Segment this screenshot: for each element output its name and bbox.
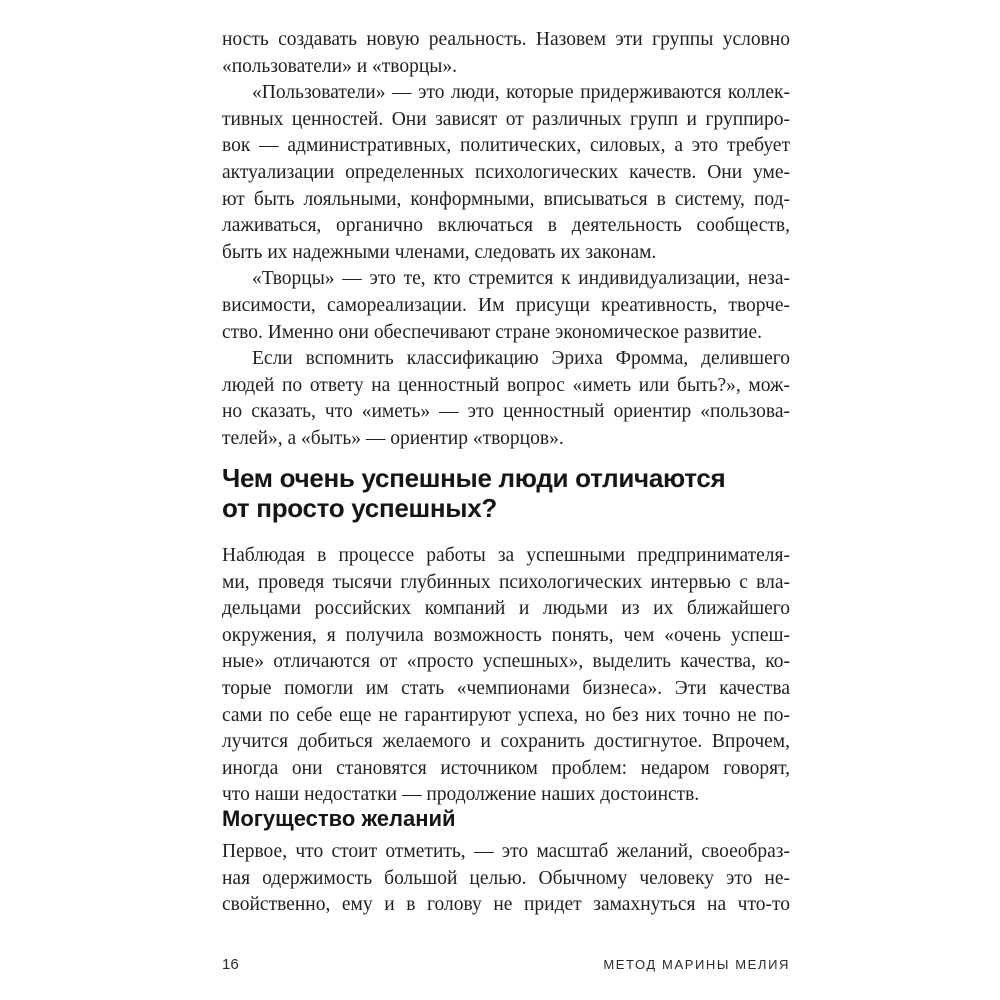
text-line: телей», а «быть» — ориентир «творцов».: [222, 427, 564, 449]
text-line: торые помогли им стать «чемпионами бизнеса». Эти качества: [222, 677, 790, 699]
text-line: ство. Именно они обеспечивают стране экономическое развитие.: [222, 321, 763, 343]
section-heading-line-1: Чем очень успешные люди отличаются: [222, 463, 726, 493]
text-line: лучится добиться желаемого и сохранить достигнутое. Впрочем,: [222, 731, 790, 753]
subsection-heading: Могущество желаний: [222, 806, 456, 831]
page-footer: [222, 956, 790, 973]
text-line: вок — административных, политических, силовых, а это требует: [222, 135, 790, 157]
text-line: окружения, я получила возможность понять, чем «очень успеш-: [222, 624, 790, 646]
running-title: МЕТОД МАРИНЫ МЕЛИЯ: [603, 957, 790, 972]
text-line: Если вспомнить классификацию Эриха Фромма, делившего: [252, 348, 790, 370]
text-line: но сказать, что «иметь» — это ценностный ориентир «пользова-: [222, 401, 790, 423]
text-line: Первое, что стоит отметить, — это масштаб желаний, своеобраз-: [222, 841, 790, 862]
section-heading-line-2: от просто успешных?: [222, 493, 497, 523]
text-line: свойственно, ему и в голову не придет замахнуться на что-то: [222, 894, 790, 916]
text-line: «пользователи» и «творцы».: [222, 55, 458, 77]
text-line: что наши недостатки — продолжение наших достоинств.: [222, 784, 700, 806]
text-line: висимости, самореализации. Им присущи креативность, творче-: [222, 294, 790, 316]
page-number: 16: [222, 956, 239, 973]
text-line: ные» отличаются от «просто успешных», выделить качества, ко-: [222, 651, 790, 673]
text-line: людей по ответу на ценностный вопрос «иметь или быть?», мож-: [222, 374, 790, 396]
text-line: Наблюдая в процессе работы за успешными предпринимателя-: [222, 545, 790, 566]
text-line: «Творцы» — это те, кто стремится к индивидуализации, неза-: [252, 268, 790, 290]
text-line: ная одержимость большой целью. Обычному человеку это не-: [222, 867, 790, 889]
text-line: сами по себе еще не гарантируют успеха, но без них точно не по-: [222, 704, 790, 726]
text-line: актуализации определенных психологических качеств. Они уме-: [222, 161, 790, 183]
text-line: ность создавать новую реальность. Назовем эти группы условно: [222, 29, 790, 50]
text-line: тивных ценностей. Они зависят от различных групп и группиро-: [222, 108, 790, 130]
text-line: ют быть лояльными, конформными, вписываться в систему, под-: [222, 188, 790, 210]
text-line: дельцами российских компаний и людьми из их ближайшего: [222, 598, 790, 620]
text-line: «Пользователи» — это люди, которые придерживаются коллек-: [252, 82, 790, 104]
text-line: ми, проведя тысячи глубинных психологических интервью с вла-: [222, 571, 790, 593]
text-line: иногда они становятся источником проблем: недаром говорят,: [222, 757, 790, 779]
body-text-block-2: [222, 543, 790, 809]
body-text-block-1: [222, 27, 790, 453]
section-heading: [222, 463, 790, 523]
body-text-block-3: [222, 839, 790, 919]
text-line: лаживаться, органично включаться в деятельность сообществ,: [222, 215, 790, 237]
text-line: быть их надежными членами, следовать их законам.: [222, 241, 657, 263]
text-column: [222, 0, 790, 1000]
